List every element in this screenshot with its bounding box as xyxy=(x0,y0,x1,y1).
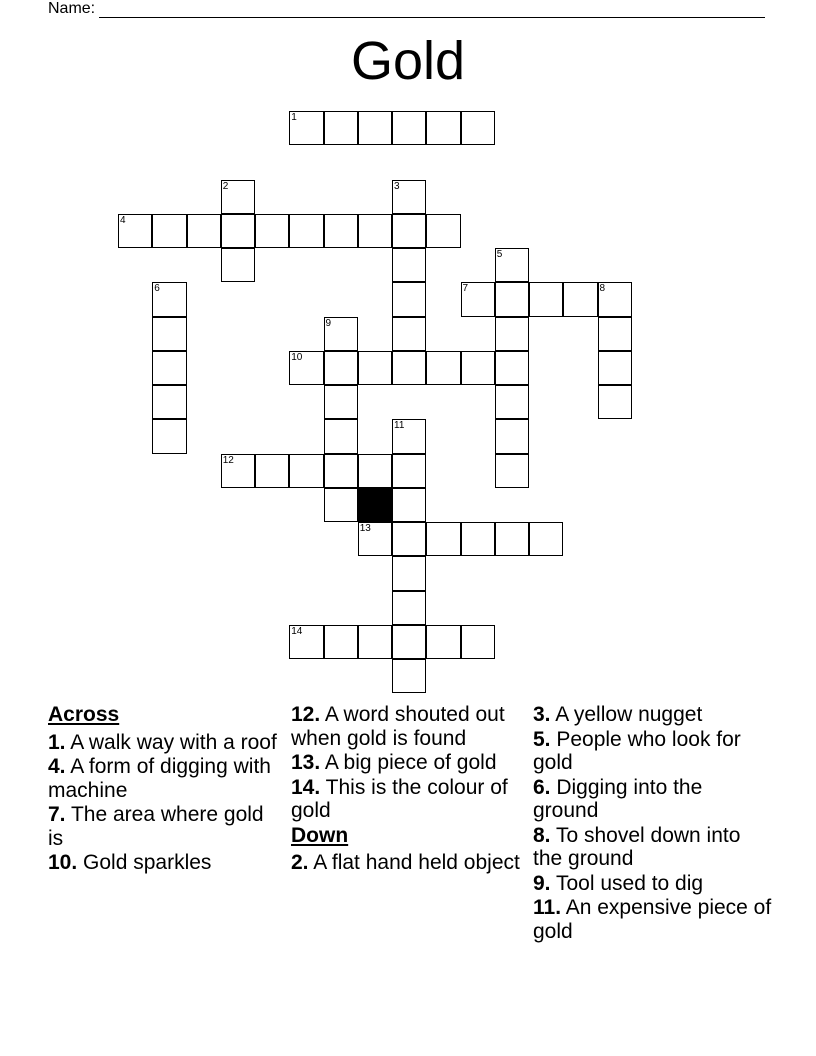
clues-column-2 xyxy=(291,703,523,876)
crossword-cell[interactable] xyxy=(495,385,529,419)
across-clue xyxy=(291,751,523,775)
crossword-cell[interactable] xyxy=(152,419,186,453)
down-clue xyxy=(533,896,773,943)
crossword-cell[interactable] xyxy=(495,248,529,282)
crossword-cell[interactable] xyxy=(426,522,460,556)
clue-number-label: 5. xyxy=(533,727,551,751)
crossword-cell[interactable] xyxy=(324,214,358,248)
crossword-cell[interactable] xyxy=(495,419,529,453)
clue-number: 11 xyxy=(394,420,405,432)
clue-number-label: 3. xyxy=(533,703,551,726)
crossword-cell[interactable] xyxy=(358,214,392,248)
down-clue xyxy=(533,824,773,871)
clue-text: This is the colour of gold xyxy=(291,775,508,822)
clue-number-label: 14. xyxy=(291,775,321,799)
crossword-cell[interactable] xyxy=(324,454,358,488)
crossword-cell[interactable] xyxy=(426,625,460,659)
crossword-cell[interactable] xyxy=(324,419,358,453)
crossword-cell[interactable] xyxy=(392,351,426,385)
clue-number: 10 xyxy=(291,351,303,363)
crossword-cell[interactable] xyxy=(392,625,426,659)
clue-number-label: 4. xyxy=(48,755,66,778)
crossword-cell[interactable] xyxy=(392,659,426,693)
clue-number-label: 11. xyxy=(533,896,562,919)
clues-column-1 xyxy=(48,703,280,876)
crossword-cell[interactable] xyxy=(529,282,563,316)
clue-number-label: 13. xyxy=(291,751,321,774)
clue-text: The area where gold is xyxy=(48,803,264,850)
across-clue xyxy=(291,776,523,823)
crossword-cell[interactable] xyxy=(289,454,323,488)
clue-number: 1 xyxy=(291,112,297,123)
crossword-cell[interactable] xyxy=(187,214,221,248)
across-clue xyxy=(291,703,523,750)
clue-text: An expensive piece of gold xyxy=(533,896,772,943)
crossword-cell[interactable] xyxy=(392,317,426,351)
crossword-cell[interactable] xyxy=(152,214,186,248)
clue-text: A walk way with a roof xyxy=(65,730,277,754)
crossword-cell[interactable] xyxy=(392,591,426,625)
clue-number-label: 6. xyxy=(533,775,551,799)
crossword-cell[interactable] xyxy=(152,282,186,316)
clue-number-label: 12. xyxy=(291,703,321,726)
crossword-cell[interactable] xyxy=(324,351,358,385)
clue-number: 3 xyxy=(394,180,400,192)
crossword-cell[interactable] xyxy=(495,282,529,316)
crossword-cell[interactable] xyxy=(392,488,426,522)
crossword-cell[interactable] xyxy=(358,625,392,659)
crossword-cell[interactable] xyxy=(461,282,495,316)
clue-text: A word shouted out when gold is found xyxy=(291,703,505,750)
crossword-cell[interactable] xyxy=(426,214,460,248)
crossword-cell[interactable] xyxy=(118,214,152,248)
name-label: Name: xyxy=(48,0,96,17)
clue-number: 9 xyxy=(325,317,332,329)
crossword-cell[interactable] xyxy=(495,317,529,351)
crossword-cell[interactable] xyxy=(598,282,632,316)
clue-text: A big piece of gold xyxy=(320,751,497,774)
clue-number-label: 10. xyxy=(48,851,78,874)
crossword-cell[interactable] xyxy=(289,351,323,385)
crossword-cell[interactable] xyxy=(358,111,392,145)
across-clue xyxy=(48,755,280,802)
crossword-cell[interactable] xyxy=(221,248,255,282)
crossword-cell[interactable] xyxy=(324,317,358,351)
down-heading: Down xyxy=(291,823,349,847)
clue-number-label: 1. xyxy=(48,730,66,754)
clue-text: A form of digging with machine xyxy=(48,755,271,802)
crossword-cell[interactable] xyxy=(392,282,426,316)
crossword-cell[interactable] xyxy=(461,351,495,385)
crossword-cell[interactable] xyxy=(255,214,289,248)
crossword-cell[interactable] xyxy=(392,111,426,145)
crossword-cell[interactable] xyxy=(358,522,392,556)
puzzle-title: Gold xyxy=(350,31,466,91)
crossword-cell[interactable] xyxy=(221,214,255,248)
clue-number: 14 xyxy=(291,625,303,637)
clue-number: 8 xyxy=(599,283,606,295)
clue-text: Digging into the ground xyxy=(533,775,703,822)
crossword-cell[interactable] xyxy=(529,522,563,556)
clue-number-label: 8. xyxy=(533,823,551,847)
crossword-cell[interactable] xyxy=(221,180,255,214)
across-clue xyxy=(48,731,280,755)
clue-number: 5 xyxy=(496,249,503,260)
clue-text: Tool used to dig xyxy=(550,871,704,895)
clue-number: 13 xyxy=(359,523,371,534)
crossword-cell[interactable] xyxy=(221,454,255,488)
crossword-cell[interactable] xyxy=(426,351,460,385)
crossword-cell[interactable] xyxy=(392,214,426,248)
clue-number-label: 2. xyxy=(291,851,309,874)
clue-text: A flat hand held object xyxy=(308,851,520,874)
crossword-cell[interactable] xyxy=(358,454,392,488)
name-field[interactable] xyxy=(48,0,765,18)
clue-text: Gold sparkles xyxy=(77,851,212,874)
down-clue xyxy=(291,851,523,875)
clue-number: 2 xyxy=(222,180,229,192)
crossword-cell[interactable] xyxy=(495,522,529,556)
crossword-cell[interactable] xyxy=(461,522,495,556)
crossword-cell[interactable] xyxy=(392,556,426,590)
crossword-cell[interactable] xyxy=(152,385,186,419)
crossword-cell[interactable] xyxy=(392,248,426,282)
crossword-cell[interactable] xyxy=(598,351,632,385)
crossword-cell[interactable] xyxy=(461,625,495,659)
crossword-cell[interactable] xyxy=(324,111,358,145)
clue-number: 6 xyxy=(154,283,160,295)
crossword-cell[interactable] xyxy=(563,282,597,316)
crossword-cell[interactable] xyxy=(324,385,358,419)
clue-number-label: 9. xyxy=(533,871,551,895)
crossword-cell[interactable] xyxy=(358,351,392,385)
across-heading: Across xyxy=(48,703,120,726)
crossword-cell[interactable] xyxy=(392,180,426,214)
across-clue xyxy=(48,803,280,850)
name-blank-line[interactable] xyxy=(99,3,765,18)
crossword-cell[interactable] xyxy=(392,522,426,556)
crossword-cell[interactable] xyxy=(289,625,323,659)
crossword-black-cell xyxy=(358,488,392,522)
crossword-cell[interactable] xyxy=(324,488,358,522)
crossword-cell[interactable] xyxy=(324,625,358,659)
clue-number: 7 xyxy=(462,283,469,295)
crossword-cell[interactable] xyxy=(495,454,529,488)
crossword-cell[interactable] xyxy=(598,385,632,419)
crossword-cell[interactable] xyxy=(152,351,186,385)
clue-number: 12 xyxy=(222,454,234,466)
crossword-cell[interactable] xyxy=(392,454,426,488)
crossword-cell[interactable] xyxy=(461,111,495,145)
crossword-cell[interactable] xyxy=(495,351,529,385)
crossword-cell[interactable] xyxy=(289,111,323,145)
crossword-cell[interactable] xyxy=(255,454,289,488)
clues-column-3 xyxy=(533,703,773,944)
clue-text: To shovel down into the ground xyxy=(533,823,741,870)
clue-text: People who look for gold xyxy=(533,727,741,774)
crossword-cell[interactable] xyxy=(152,317,186,351)
crossword-cell[interactable] xyxy=(392,419,426,453)
crossword-cell[interactable] xyxy=(289,214,323,248)
down-clue xyxy=(533,728,773,775)
clue-number-label: 7. xyxy=(48,803,66,826)
across-clue xyxy=(48,851,280,875)
clue-text: A yellow nugget xyxy=(550,703,703,726)
down-clue xyxy=(533,872,773,896)
clue-number: 4 xyxy=(120,214,126,226)
down-clue xyxy=(533,776,773,823)
crossword-cell[interactable] xyxy=(598,317,632,351)
down-clue xyxy=(533,703,773,727)
crossword-cell[interactable] xyxy=(426,111,460,145)
